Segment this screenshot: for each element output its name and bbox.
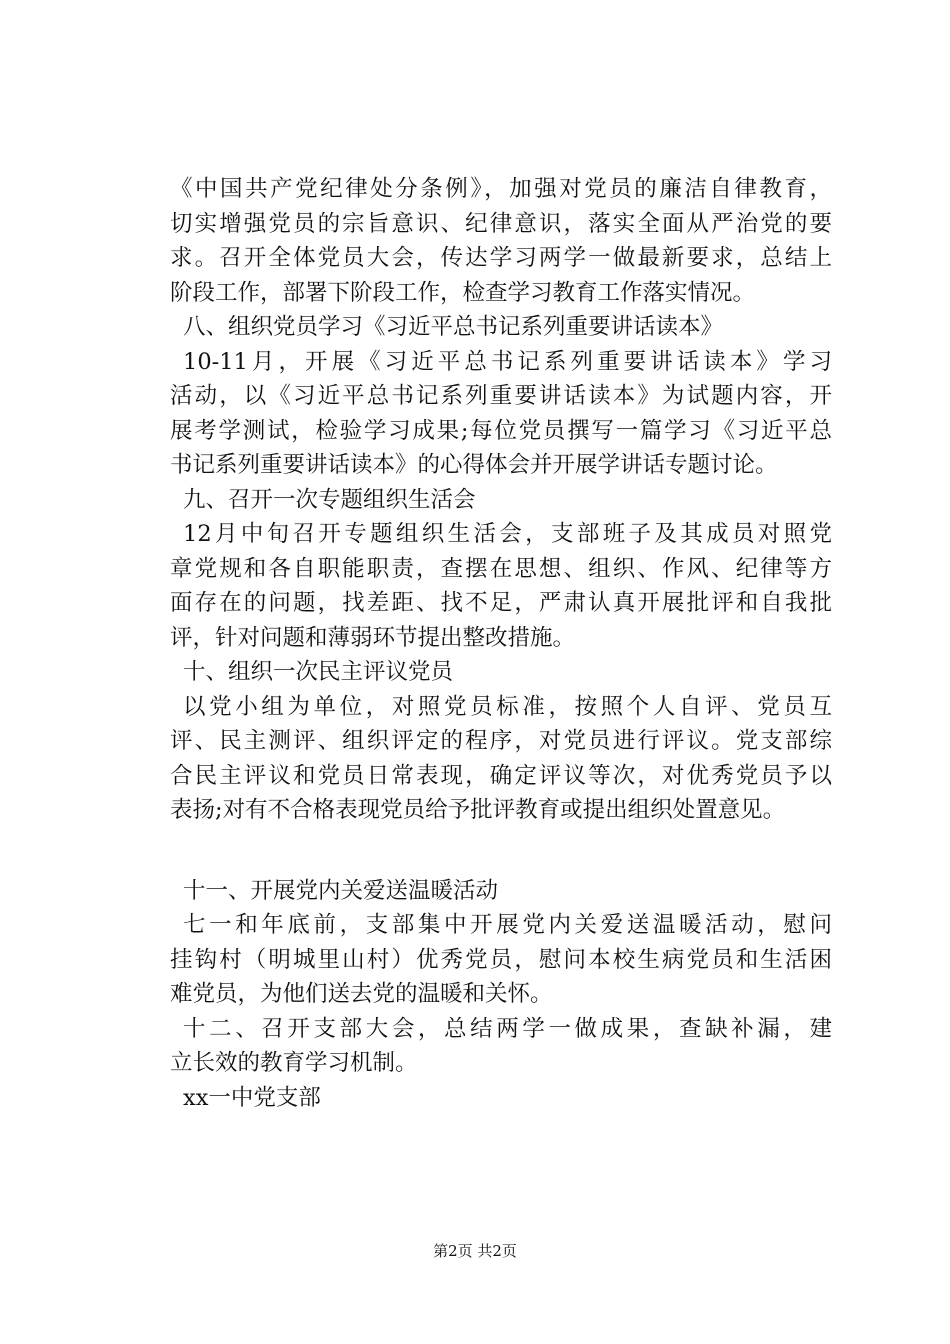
text-line: 十一、开展党内关爱送温暖活动: [183, 877, 499, 904]
text-line: 八、组织党员学习《习近平总书记系列重要讲话读本》: [183, 314, 724, 340]
text-line: 挂钩村（明城里山村）优秀党员，慰问本校生病党员和生活困: [170, 946, 832, 973]
section-heading: [170, 1081, 832, 1116]
text-line: 《中国共产党纪律处分条例》，加强对党员的廉洁自律教育，: [170, 176, 832, 202]
text-line: 10-11月，开展《习近平总书记系列重要讲话读本》学习: [183, 348, 832, 375]
text-line: 合民主评议和党员日常表现，确定评议等次，对优秀党员予以: [170, 762, 832, 789]
text-line: 十二、召开支部大会，总结两学一做成果，查缺补漏，建: [183, 1015, 832, 1042]
text-line: 九、召开一次专题组织生活会: [183, 486, 476, 513]
text-line: 12月中旬召开专题组织生活会，支部班子及其成员对照党: [183, 521, 832, 547]
text-line: 以党小组为单位，对照党员标准，按照个人自评、党员互: [183, 693, 832, 720]
document-body: [170, 172, 832, 1115]
paragraph: [170, 908, 832, 1012]
text-line: 难党员，为他们送去党的温暖和关怀。: [170, 981, 553, 1007]
text-line: xx一中党支部: [183, 1084, 321, 1111]
text-line: 展考学测试，检验学习成果;每位党员撰写一篇学习《习近平总: [170, 417, 832, 444]
text-line: 七一和年底前，支部集中开展党内关爱送温暖活动，慰问: [183, 912, 832, 938]
text-line: 活动，以《习近平总书记系列重要讲话读本》为试题内容，开: [170, 383, 832, 409]
text-line: 评、民主测评、组织评定的程序，对党员进行评议。党支部综: [170, 728, 832, 754]
section-heading: [170, 874, 832, 909]
text-line: 切实增强党员的宗旨意识、纪律意识，落实全面从严治党的要: [170, 210, 832, 237]
text-line: 求。召开全体党员大会，传达学习两学一做最新要求，总结上: [170, 245, 832, 271]
section-heading: [170, 655, 832, 690]
text-line: 书记系列重要讲话读本》的心得体会并开展学讲话专题讨论。: [170, 452, 778, 478]
paragraph: [170, 690, 832, 828]
paragraph: [170, 345, 832, 483]
page-footer: 第2页 共2页: [433, 1242, 517, 1260]
text-line: 章党规和各自职能职责，查摆在思想、组织、作风、纪律等方: [170, 555, 832, 582]
paragraph: [170, 1012, 832, 1081]
paragraph: [170, 172, 832, 310]
blank-line: [170, 828, 832, 874]
text-line: 面存在的问题，找差距、找不足，严肃认真开展批评和自我批: [170, 590, 832, 616]
text-line: 表扬;对有不合格表现党员给予批评教育或提出组织处置意见。: [170, 797, 786, 823]
text-line: 立长效的教育学习机制。: [170, 1050, 418, 1076]
paragraph: [170, 517, 832, 655]
section-heading: [170, 483, 832, 518]
text-line: 阶段工作，部署下阶段工作，检查学习教育工作落实情况。: [170, 279, 756, 306]
text-line: 十、组织一次民主评议党员: [183, 659, 454, 685]
text-line: 评，针对问题和薄弱环节提出整改措施。: [170, 624, 576, 651]
section-heading: [170, 310, 832, 345]
